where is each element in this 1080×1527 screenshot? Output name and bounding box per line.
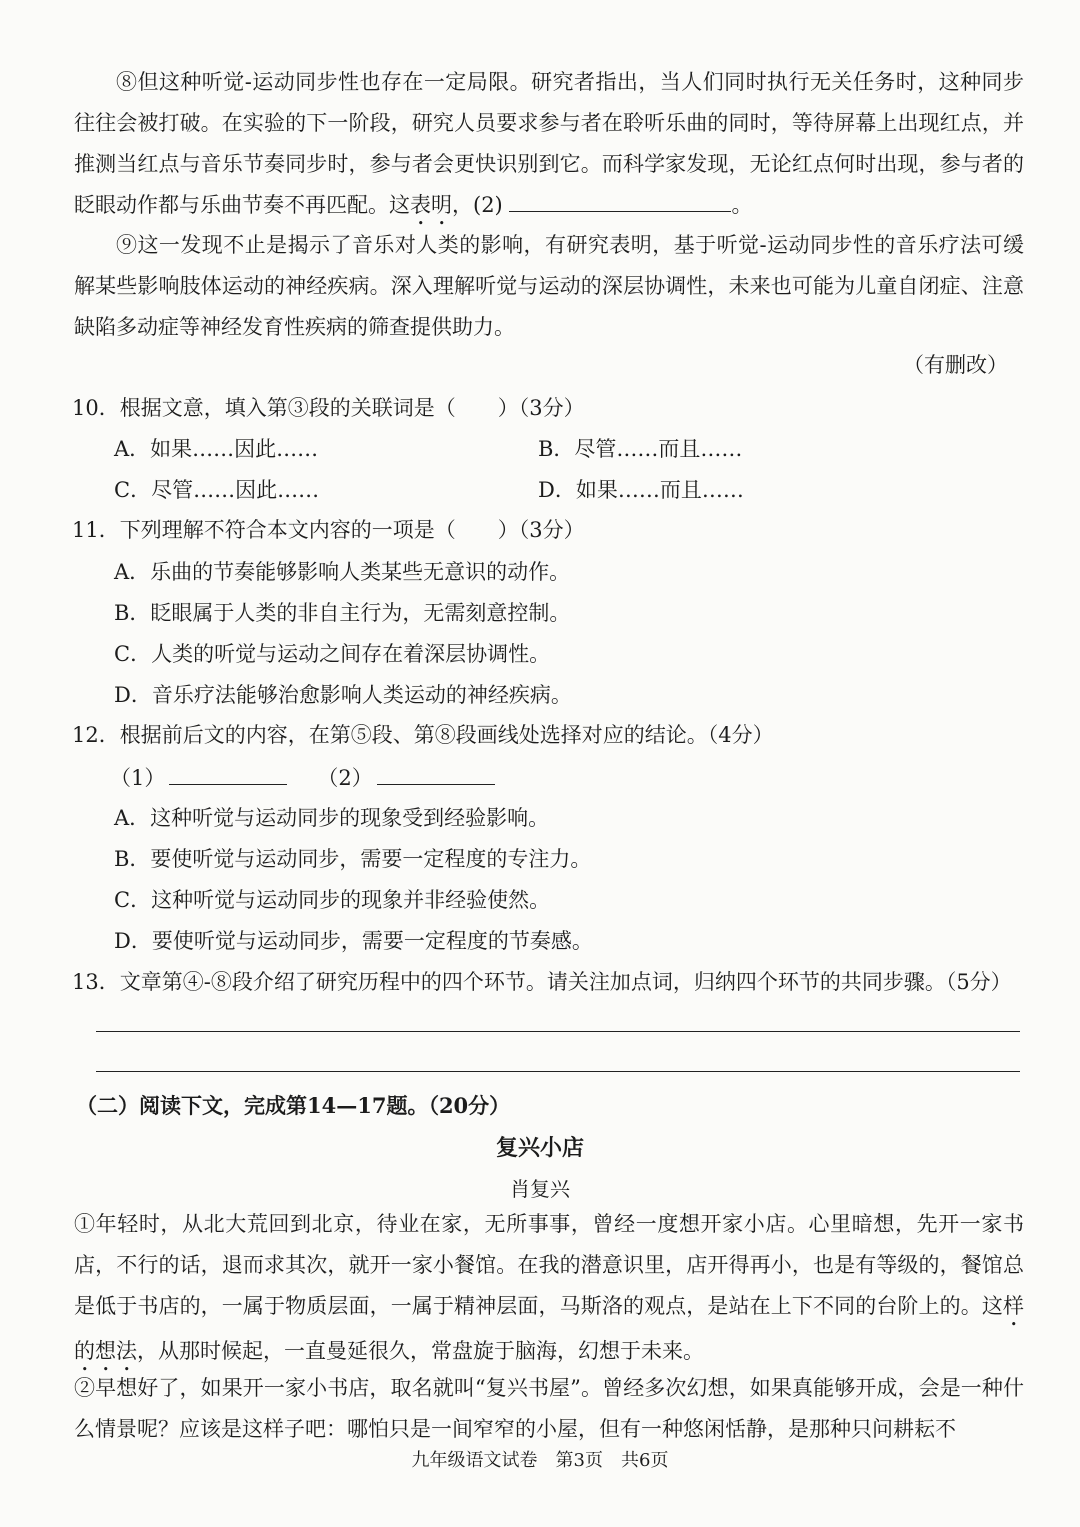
- q12-option-d[interactable]: D．要使听觉与运动同步，需要一定程度的节奏感。: [114, 929, 593, 953]
- answer-blank-2[interactable]: [509, 189, 731, 212]
- q11-option-a[interactable]: A．乐曲的节奏能够影响人类某些无意识的动作。: [114, 560, 571, 584]
- q12-answer-blank-2[interactable]: [377, 762, 495, 785]
- question-13-stem: 13．文章第④-⑧段介绍了研究历程中的四个环节。请关注加点词，归纳四个环节的共同步骤。（5分）: [72, 970, 1012, 994]
- article-paragraph-1-text: ①年轻时，从北大荒回到北京，待业在家，无所事事，曾经一度想开家小店。心里暗想，先开一家书店，不行的话，退而求其次，就开一家小餐馆。在我的潜意识里，店开得再小，也是有等级的，餐馆总是低于书店的，一属于物质层面，一属于精神层面，马斯洛的观点，是站在上下不同的台阶上的。这: [74, 1212, 1024, 1318]
- q12-option-a[interactable]: A．这种听觉与运动同步的现象受到经验影响。: [114, 806, 550, 830]
- q12-option-c[interactable]: C．这种听觉与运动同步的现象并非经验使然。: [114, 888, 551, 912]
- paragraph-8-period: 。: [731, 193, 753, 217]
- dotted-word-biaoming: 表明: [410, 193, 452, 217]
- question-11-stem: 11．下列理解不符合本文内容的一项是（ ）（3分）: [72, 518, 585, 542]
- q10-option-a[interactable]: A．如果……因此……: [114, 437, 319, 461]
- dotted-phrase: 样的想法: [74, 1294, 1024, 1363]
- page-footer: 九年级语文试卷 第3页 共6页: [411, 1450, 669, 1471]
- q13-answer-line-2[interactable]: [96, 1071, 1020, 1072]
- q12-blank-2-label: （2）: [317, 766, 373, 790]
- revision-note: （有删改）: [903, 353, 1008, 377]
- q11-option-d[interactable]: D．音乐疗法能够治愈影响人类运动的神经疾病。: [114, 683, 572, 707]
- q10-option-c[interactable]: C．尽管……因此……: [114, 478, 320, 502]
- q12-option-b[interactable]: B．要使听觉与运动同步，需要一定程度的专注力。: [114, 847, 592, 871]
- article-paragraph-2: ②早想好了，如果开一家小书店，取名就叫“复兴书屋”。曾经多次幻想，如果真能够开成，会是一种什么情景呢？应该是这样子吧：哪怕只是一间窄窄的小屋，但有一种悠闲恬静，是那种只问耕耘不: [74, 1376, 1024, 1441]
- question-12-stem: 12．根据前后文的内容，在第⑤段、第⑧段画线处选择对应的结论。（4分）: [72, 723, 774, 747]
- q10-option-d[interactable]: D．如果……而且……: [538, 478, 744, 502]
- paragraph-8-blank-label: ，(2): [452, 193, 503, 217]
- question-10-stem: 10．根据文意，填入第③段的关联词是（ ）（3分）: [72, 396, 585, 420]
- q11-option-b[interactable]: B．眨眼属于人类的非自主行为，无需刻意控制。: [114, 601, 571, 625]
- q12-blank-1-label: （1）: [110, 766, 166, 790]
- paragraph-8-conclusion-lead: 这: [389, 193, 410, 217]
- paragraph-9: ⑨这一发现不止是揭示了音乐对人类的影响，有研究表明，基于听觉-运动同步性的音乐疗法可缓解某些影响肢体运动的神经疾病。深入理解听觉与运动的深层协调性，未来也可能为儿童自闭症、注意缺陷多动症等神经发育性疾病的筛查提供助力。: [74, 233, 1024, 339]
- q13-answer-line-1[interactable]: [96, 1031, 1020, 1032]
- q11-option-c[interactable]: C．人类的听觉与运动之间存在着深层协调性。: [114, 642, 551, 666]
- article-title: 复兴小店: [495, 1135, 584, 1161]
- article-paragraph-1: [74, 1204, 1024, 1376]
- article-paragraph-1-end: ，从那时候起，一直曼延很久，常盘旋于脑海，幻想于未来。: [137, 1339, 704, 1363]
- q12-answer-blank-1[interactable]: [169, 762, 287, 785]
- q10-option-b[interactable]: B．尽管……而且……: [538, 437, 743, 461]
- paragraph-8: [74, 62, 1024, 230]
- paragraph-8-text: ⑧但这种听觉-运动同步性也存在一定局限。研究者指出，当人们同时执行无关任务时，这种同步往往会被打破。在实验的下一阶段，研究人员要求参与者在聆听乐曲的同时，等待屏幕上出现红点，并推测当红点与音乐节奏同步时，参与者会更快识别到它。而科学家发现，无论红点何时出现，参与者的眨眼动作都与乐曲节奏不再匹配。: [74, 70, 1024, 217]
- q12-blank-row: [110, 762, 495, 793]
- section-2-heading: （二）阅读下文，完成第14—17题。（20分）: [76, 1093, 511, 1118]
- article-author: 肖复兴: [510, 1177, 570, 1201]
